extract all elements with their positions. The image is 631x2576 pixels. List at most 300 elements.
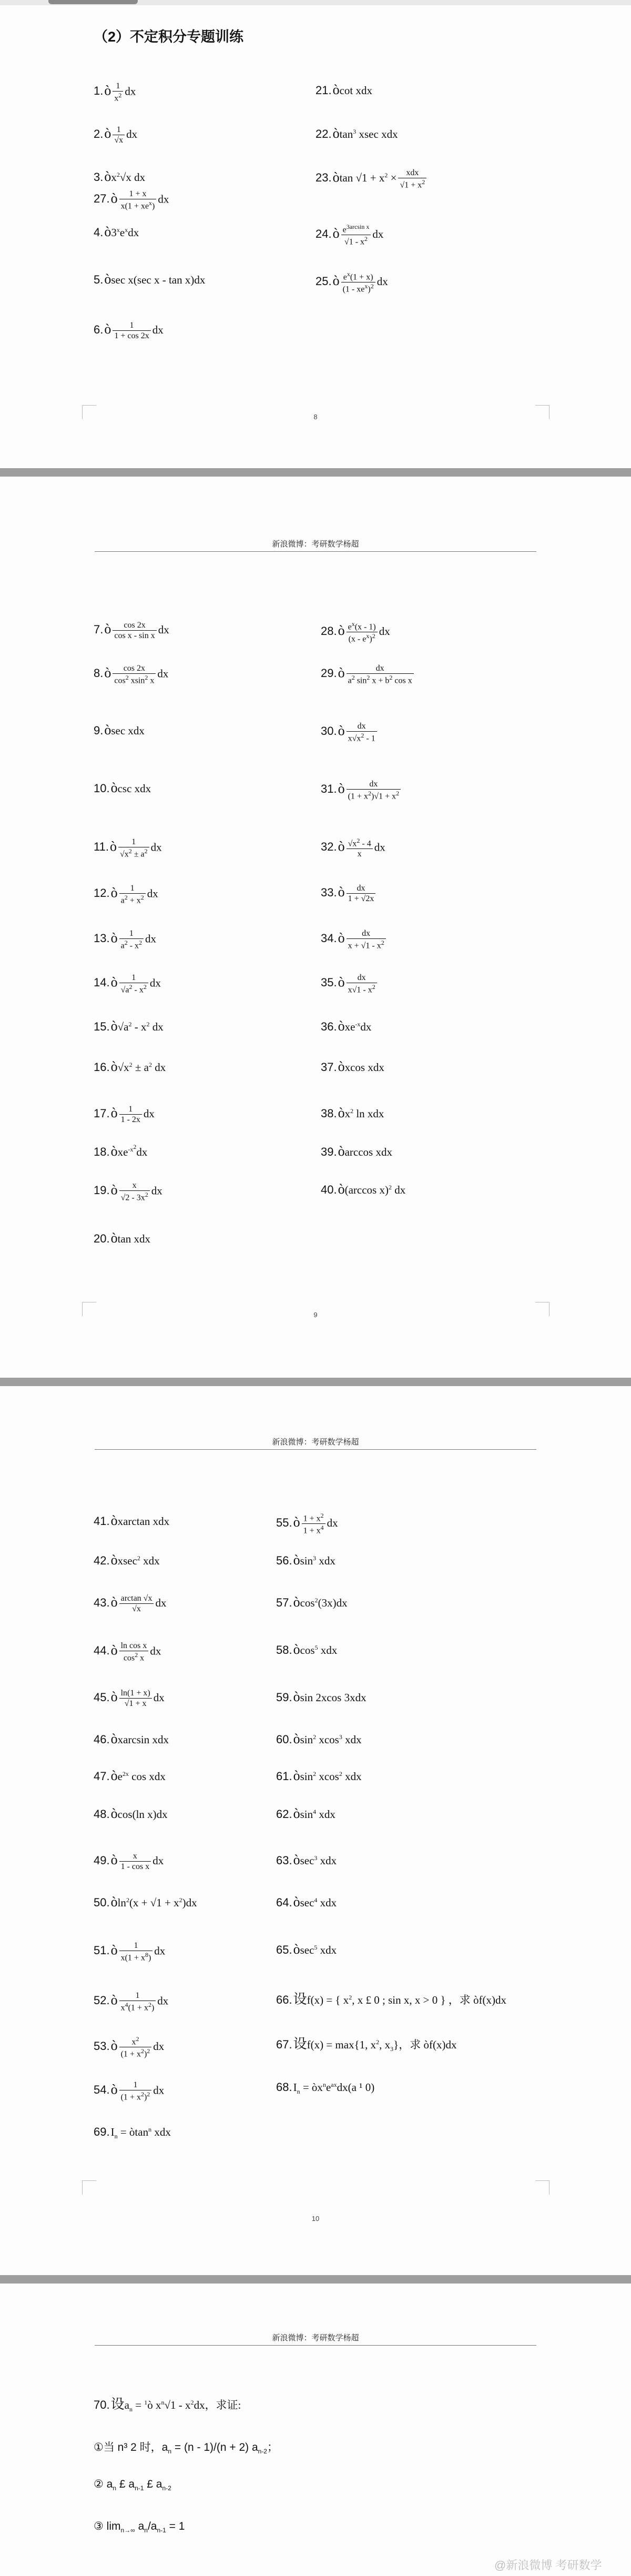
header-rule — [95, 1449, 536, 1450]
problem-21 — [316, 82, 372, 98]
problem-number: 64. — [276, 1896, 292, 1909]
problem-number: 59. — [276, 1691, 292, 1704]
problem-52 — [94, 1991, 168, 2013]
fraction: $\frac{dx}{x + √1 - x^2}$ — [347, 929, 386, 951]
problem-number: 34. — [321, 932, 337, 945]
expression: $I_n$ = òtan$^n$ xdx — [110, 2126, 171, 2140]
problem-58 — [276, 1641, 337, 1658]
problem-39 — [321, 1143, 392, 1159]
integral-sign: ò — [104, 271, 111, 287]
problem-number: 52. — [94, 1994, 110, 2007]
differential: dx — [153, 2040, 165, 2053]
expression: $x^2√x$ dx — [111, 171, 146, 184]
integral-sign: ò — [338, 1181, 345, 1197]
problem-number: 38. — [321, 1107, 337, 1120]
section-title: （2）不定积分专题训练 — [94, 29, 244, 45]
expression: xarctan xdx — [117, 1515, 170, 1528]
integral-sign: ò — [338, 1105, 345, 1120]
problem-24 — [316, 224, 383, 247]
problem-number: 45. — [94, 1691, 110, 1704]
integral-sign: ò — [338, 974, 345, 990]
problem-40 — [321, 1181, 405, 1197]
integral-sign: ò — [293, 1852, 300, 1867]
problem-14 — [94, 973, 161, 995]
expression: $a_n$ = $^1$ò $x^n√1 - x^2dx$，求证: — [124, 2399, 241, 2413]
expression: $e^{2x}$ cos xdx — [117, 1770, 166, 1783]
expression: f(x) = { $x^2$, x £ 0 ; sin x, x > 0 } ，求 òf(x)dx — [307, 1994, 507, 2006]
problem-number: 62. — [276, 1807, 292, 1821]
expression: cot xdx — [339, 84, 372, 97]
differential: dx — [157, 1994, 169, 2007]
problem-5 — [94, 271, 205, 287]
problem-number: 49. — [94, 1854, 110, 1867]
problem-number: 23. — [316, 171, 332, 185]
problem-number: 35. — [321, 976, 337, 989]
problem-number: 50. — [94, 1896, 110, 1909]
problem-17 — [94, 1105, 155, 1125]
expression: xsec$^2$ xdx — [117, 1554, 160, 1567]
proof-item-1: ①当 n³ 2 时，$a_n = (n - 1)/(n + 2)$ $a_{n-2}$； — [94, 2441, 278, 2456]
problem-37 — [321, 1058, 384, 1075]
problem-number: 36. — [321, 1020, 337, 1033]
problem-29 — [321, 664, 415, 685]
problem-2 — [94, 125, 137, 145]
integral-sign: ò — [110, 974, 118, 990]
expression: $x^2$ ln xdx — [344, 1107, 384, 1120]
fraction: $\frac{1}{√x}$ — [113, 125, 125, 145]
integral-sign: ò — [110, 1018, 118, 1034]
integral-sign: ò — [104, 169, 111, 184]
expression: $\cos^5$ xdx — [300, 1644, 338, 1656]
problem-number: 5. — [94, 273, 104, 286]
problem-number: 66. — [276, 1993, 292, 2006]
fraction: $\frac{dx}{(1 + x^2)√1 + x^2}$ — [347, 780, 401, 801]
integral-sign: ò — [104, 722, 111, 738]
problem-number: 14. — [94, 976, 110, 989]
differential: dx — [152, 1854, 164, 1867]
fraction: 1 + x $x(1 + xe^x)$ — [119, 189, 157, 211]
problem-number: 57. — [276, 1596, 292, 1609]
differential: dx — [374, 841, 385, 854]
expression: xcos xdx — [344, 1061, 384, 1074]
integral-sign: ò — [338, 623, 345, 639]
integral-sign: ò — [293, 1552, 300, 1568]
integral-sign: ò — [110, 2082, 118, 2097]
integral-sign: 设 — [293, 1991, 307, 2007]
expression: xarcsin xdx — [117, 1733, 169, 1746]
problem-10 — [94, 780, 151, 796]
integral-sign: ò — [110, 1806, 118, 1821]
integral-sign: ò — [104, 83, 111, 98]
fraction: $\frac{dx}{x√1 - x^2}$ — [347, 973, 377, 995]
problem-number: 29. — [321, 666, 337, 680]
problem-number: 67. — [276, 2038, 292, 2051]
expression: $\tan^3 xsec$ xdx — [339, 128, 398, 140]
integral-sign: ò — [338, 884, 345, 900]
corner-mark — [82, 2180, 96, 2195]
fraction: $\frac{1}{a^2 - x^2}$ — [119, 929, 144, 951]
integral-sign: ò — [110, 1513, 118, 1528]
problem-42 — [94, 1552, 160, 1568]
problem-number: 33. — [321, 886, 337, 899]
differential: dx — [150, 841, 162, 854]
problem-number: 28. — [321, 624, 337, 638]
problem-9 — [94, 722, 145, 738]
problem-number: 65. — [276, 1943, 292, 1956]
problem-54 — [94, 2080, 164, 2102]
integral-sign: ò — [293, 1689, 300, 1704]
problem-11 — [94, 837, 162, 859]
integral-sign: ò — [338, 781, 345, 796]
top-status-bar — [0, 0, 631, 5]
problem-19 — [94, 1181, 162, 1203]
problem-50 — [94, 1894, 197, 1910]
proof-item-2: ② $a_n$ £ $a_{n-1}$ £ $a_{n-2}$ — [94, 2478, 171, 2492]
problem-number: 11. — [94, 840, 109, 854]
problem-3 — [94, 168, 145, 185]
integral-sign: ò — [338, 1144, 345, 1159]
integral-sign: ò — [110, 1144, 118, 1159]
fraction: $e^x(1 + x)$ $(1 - xe^x)^2$ — [341, 271, 375, 294]
integral-sign: ò — [110, 1942, 118, 1958]
integral-sign: ò — [332, 82, 340, 97]
page-separator — [0, 468, 631, 477]
fraction: $\frac{\cos 2x}{\cos^2 xsin^2 x}$ — [113, 664, 156, 685]
integral-sign: ò — [110, 1552, 118, 1568]
problem-56 — [276, 1552, 335, 1568]
problem-65 — [276, 1941, 337, 1957]
integral-sign: ò — [110, 1768, 118, 1783]
watermark: @新浪微博 考研数学 — [494, 2559, 602, 2572]
fraction: $\frac{1}{(1 + x^2)^2}$ — [119, 2080, 152, 2102]
integral-sign: 设 — [110, 2396, 125, 2412]
problem-number: 55. — [276, 1516, 292, 1530]
expression: sec xdx — [111, 724, 145, 737]
problem-number: 12. — [94, 886, 110, 900]
expression: (arccos x)$^2$ dx — [344, 1184, 406, 1196]
integral-sign: ò — [104, 621, 111, 637]
integral-sign: ò — [109, 839, 117, 854]
fraction: $\frac{√x^2 - 4}{x}$ — [347, 837, 373, 859]
problem-6 — [94, 321, 164, 341]
differential: dx — [125, 85, 136, 98]
expression: sec x(sec x - tan x)dx — [111, 274, 206, 286]
differential: dx — [158, 193, 169, 206]
problem-70 — [94, 2396, 241, 2413]
problem-number: 1. — [94, 84, 104, 98]
problem-64 — [276, 1894, 337, 1910]
integral-sign: ò — [104, 224, 111, 239]
differential: dx — [143, 1107, 155, 1120]
problem-number: 9. — [94, 724, 104, 737]
expression: $3^xe^xdx$ — [111, 226, 139, 239]
problem-63 — [276, 1852, 337, 1868]
problem-8 — [94, 664, 168, 685]
problem-number: 3. — [94, 170, 104, 184]
problem-number: 60. — [276, 1733, 292, 1746]
integral-sign: ò — [293, 1942, 300, 1957]
problem-25 — [316, 271, 388, 294]
integral-sign: ò — [110, 1105, 118, 1120]
differential: dx — [372, 228, 384, 241]
integral-sign: ò — [293, 1806, 300, 1821]
problem-46 — [94, 1731, 169, 1747]
differential: dx — [153, 2084, 165, 2097]
problem-49 — [94, 1852, 164, 1872]
fraction: $\frac{e^x(x - 1)}{(x - e^x)^2}$ — [347, 621, 378, 644]
fraction: $\frac{1}{√x^2 \pm a^2}$ — [118, 837, 149, 859]
problem-61 — [276, 1767, 362, 1784]
problem-59 — [276, 1689, 367, 1705]
expression: $xe^{-x^2}dx$ — [117, 1143, 148, 1158]
problem-number: 25. — [316, 275, 332, 288]
problem-number: 8. — [94, 666, 104, 680]
fraction: $\frac{dx}{x√x^2 - 1}$ — [347, 722, 377, 743]
problem-number: 47. — [94, 1770, 110, 1783]
integral-sign: ò — [332, 126, 340, 141]
expression: $\ln^2(x + √1 + x^2)dx$ — [117, 1896, 197, 1909]
integral-sign: ò — [332, 169, 340, 185]
differential: dx — [154, 1944, 166, 1957]
expression: csc xdx — [117, 782, 151, 795]
problem-number: 42. — [94, 1554, 110, 1567]
problem-number: 20. — [94, 1232, 110, 1245]
integral-sign: ò — [110, 885, 118, 901]
page-header: 新浪微博：考研数学杨超 — [272, 2333, 359, 2342]
integral-sign: ò — [293, 1514, 300, 1530]
fraction: xdx $√1 + x^2$ — [398, 168, 426, 190]
problem-number: 32. — [321, 840, 337, 854]
problem-number: 41. — [94, 1514, 110, 1528]
fraction: $\frac{x}{\text{1 - cos x}}$ — [119, 1852, 151, 1872]
integral-sign: ò — [110, 2038, 118, 2054]
differential: dx — [150, 1644, 161, 1658]
problem-20 — [94, 1230, 150, 1246]
fraction: $\frac{1}{√a^2 - x^2}$ — [119, 973, 148, 995]
integral-sign: ò — [332, 226, 340, 241]
problem-number: 6. — [94, 323, 104, 336]
fraction: $\frac{\text{ln cos x}}{\cos^2 x}$ — [119, 1641, 149, 1663]
proof-item-3: ③ $\lim_{n\to\infty} a_n/a_{n-1} = 1$ — [94, 2520, 185, 2534]
page-separator — [0, 2275, 631, 2284]
integral-sign: ò — [110, 1059, 118, 1074]
problem-number: 54. — [94, 2083, 110, 2097]
expression: $xe^{-x}dx$ — [344, 1021, 372, 1033]
fraction: $\frac{\cos 2x}{\text{cos x - sin x}}$ — [113, 621, 156, 641]
problem-number: 30. — [321, 724, 337, 738]
problem-51 — [94, 1941, 165, 1963]
page-separator — [0, 1378, 631, 1386]
page-number: 8 — [313, 413, 318, 421]
integral-sign: ò — [338, 839, 345, 854]
problem-48 — [94, 1805, 168, 1822]
problem-number: 58. — [276, 1643, 292, 1656]
fraction: $\frac{e^{3arcsin x}}{√1 - x^2}$ — [341, 224, 371, 247]
problem-35 — [321, 973, 379, 995]
problem-number: 53. — [94, 2039, 110, 2053]
differential: dx — [151, 1184, 162, 1197]
problem-27 — [94, 189, 169, 211]
problem-number: 13. — [94, 932, 110, 945]
problem-57 — [276, 1594, 348, 1610]
problem-number: 17. — [94, 1107, 110, 1120]
problem-53 — [94, 2036, 164, 2059]
fraction: $\frac{dx}{a^2 \sin^2 x + b^2 \cos x}$ — [347, 664, 414, 685]
integral-sign: ò — [293, 1731, 300, 1746]
differential: dx — [376, 275, 388, 288]
problem-16 — [94, 1058, 166, 1075]
problem-12 — [94, 884, 158, 905]
problem-number: 48. — [94, 1807, 110, 1821]
problem-43 — [94, 1594, 166, 1614]
status-pill — [48, 0, 138, 4]
integral-sign: ò — [110, 1894, 118, 1910]
problem-number: 19. — [94, 1184, 110, 1197]
problem-22 — [316, 125, 398, 142]
integral-sign: ò — [293, 1642, 300, 1657]
problem-1 — [94, 82, 136, 103]
integral-sign: ò — [110, 1992, 118, 2008]
problem-number: 22. — [316, 127, 332, 140]
integral-sign: ò — [338, 1018, 345, 1034]
problem-number: 24. — [316, 227, 332, 241]
integral-sign: ò — [110, 1594, 118, 1610]
fraction: $\frac{x}{√2 - 3x^2}$ — [119, 1181, 150, 1203]
expression: $\sec^3$ xdx — [300, 1854, 337, 1867]
differential: dx — [155, 1597, 167, 1609]
problem-number: 2. — [94, 127, 104, 140]
problem-45 — [94, 1689, 165, 1709]
problem-68 — [276, 2080, 374, 2096]
problem-15 — [94, 1018, 164, 1034]
expression: arccos xdx — [344, 1146, 392, 1158]
expression: $√x^2 \pm a^2$ dx — [117, 1061, 166, 1074]
header-rule — [95, 2345, 536, 2346]
problem-number: 51. — [94, 1944, 110, 1957]
fraction: $\frac{1}{1 - 2x}$ — [119, 1105, 142, 1125]
integral-sign: ò — [110, 1731, 118, 1746]
integral-sign: ò — [332, 273, 340, 289]
integral-sign: ò — [110, 780, 118, 795]
fraction: $\frac{x^2}{(1 + x^2)^2}$ — [119, 2036, 152, 2059]
fraction: $\frac{dx}{1 + √2x}$ — [347, 884, 376, 904]
integral-sign: ò — [110, 1689, 118, 1704]
expression: tan xdx — [117, 1233, 150, 1245]
page-number: 10 — [311, 2215, 320, 2223]
integral-sign: 设 — [293, 2036, 307, 2052]
integral-sign: ò — [293, 1594, 300, 1610]
problem-33 — [321, 884, 377, 904]
integral-sign: ò — [110, 1852, 118, 1867]
fraction: $\frac{\ln(1 + x)}{√1 + x}$ — [119, 1689, 152, 1709]
integral-sign: ò — [338, 665, 345, 681]
problem-number: 10. — [94, 782, 110, 795]
problem-number: 27. — [94, 192, 110, 206]
integral-sign: ò — [293, 1768, 300, 1783]
fraction: $\frac{1}{x^2}$ — [113, 82, 123, 103]
integral-sign: ò — [104, 126, 111, 141]
problem-4 — [94, 224, 139, 240]
problem-number: 68. — [276, 2080, 292, 2094]
header-rule — [95, 551, 536, 552]
expression: $I_n$ = $òx^ne^{ax}dx(a$ ¹ 0) — [293, 2081, 375, 2096]
problem-number: 70. — [94, 2398, 110, 2411]
differential: dx — [147, 887, 158, 900]
differential: dx — [158, 623, 169, 636]
expression: $\cos^2(3x)dx$ — [300, 1597, 348, 1609]
problem-28 — [321, 621, 390, 644]
expression: cos(ln x)dx — [117, 1808, 168, 1821]
integral-sign: ò — [104, 321, 111, 337]
expression: $\tan √1 + x^2$ × — [339, 171, 397, 185]
problem-7 — [94, 621, 169, 641]
problem-67 — [276, 2036, 456, 2053]
integral-sign: ò — [110, 1230, 118, 1246]
integral-sign: ò — [110, 1182, 118, 1198]
problem-13 — [94, 929, 156, 951]
expression: $\sin^3$ xdx — [300, 1554, 335, 1567]
problem-number: 61. — [276, 1770, 292, 1783]
differential: dx — [379, 625, 390, 638]
problem-number: 40. — [321, 1183, 337, 1196]
expression: $√a^2 - x^2$ dx — [117, 1021, 164, 1033]
fraction: $\frac{1}{a^2 + x^2}$ — [119, 884, 146, 905]
integral-sign: ò — [293, 1894, 300, 1910]
fraction: $\frac{1 + x^2}{1 + x^4}$ — [302, 1512, 325, 1536]
problem-36 — [321, 1018, 371, 1034]
problem-number: 37. — [321, 1060, 337, 1074]
integral-sign: ò — [110, 930, 118, 946]
problem-41 — [94, 1512, 169, 1529]
problem-number: 56. — [276, 1554, 292, 1567]
problem-23 — [316, 168, 428, 190]
problem-31 — [321, 780, 402, 801]
differential: dx — [157, 667, 169, 680]
problem-number: 46. — [94, 1733, 110, 1746]
problem-number: 21. — [316, 84, 332, 97]
problem-number: 44. — [94, 1644, 110, 1658]
problem-18 — [94, 1143, 147, 1159]
problem-47 — [94, 1767, 166, 1784]
differential: dx — [149, 976, 161, 989]
differential: dx — [327, 1517, 338, 1530]
differential: dx — [153, 1691, 165, 1704]
problem-number: 69. — [94, 2125, 110, 2138]
problem-38 — [321, 1105, 384, 1121]
expression: $\sin^4$ xdx — [300, 1808, 335, 1821]
fraction: $\frac{1}{1 + \cos 2x}$ — [113, 321, 150, 341]
expression: $\sec^4$ xdx — [300, 1896, 337, 1909]
differential: dx — [126, 128, 138, 140]
problem-44 — [94, 1641, 161, 1663]
problem-number: 63. — [276, 1854, 292, 1867]
fraction: $\frac{1}{x^4(1 + x^2)}$ — [119, 1991, 156, 2013]
expression: $\sin^2 xcos^3$ xdx — [300, 1733, 362, 1746]
problem-number: 7. — [94, 623, 104, 636]
problem-60 — [276, 1731, 362, 1747]
problem-32 — [321, 837, 385, 859]
problem-number: 4. — [94, 226, 104, 239]
problem-number: 15. — [94, 1020, 110, 1033]
problem-66 — [276, 1991, 506, 2007]
expression: sin 2xcos 3xdx — [300, 1691, 367, 1704]
problem-34 — [321, 929, 388, 951]
differential: dx — [152, 324, 164, 336]
integral-sign: ò — [338, 723, 345, 739]
integral-sign: ò — [110, 1642, 118, 1658]
problem-62 — [276, 1805, 335, 1822]
expression: $\sin^2 xcos^2$ xdx — [300, 1770, 362, 1783]
